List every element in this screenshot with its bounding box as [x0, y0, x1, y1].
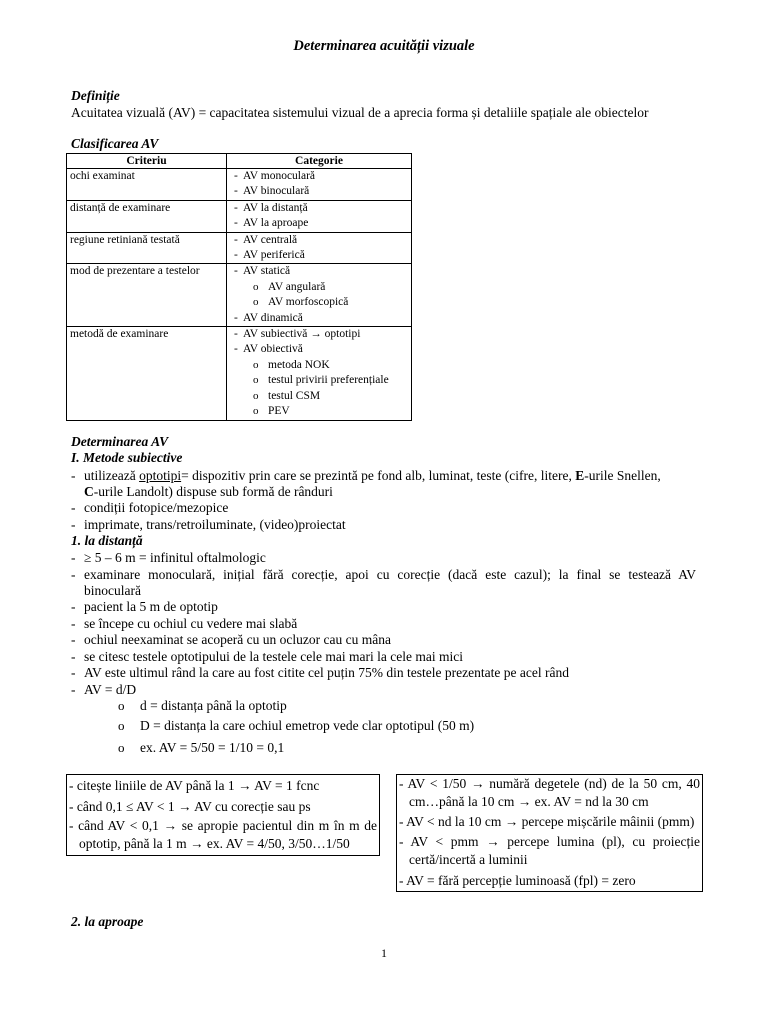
- bullet-dash: -: [71, 468, 76, 483]
- table-row: [67, 327, 412, 420]
- categorie-cell: [227, 232, 412, 264]
- page-title: Determinarea acuității vizuale: [293, 38, 475, 54]
- criteriu-cell: ochi examinat: [67, 169, 227, 201]
- page-number: 1: [381, 946, 387, 960]
- column-header-categorie: Categorie: [227, 154, 412, 169]
- category-item: - AV binoculară: [230, 184, 411, 199]
- list-item: se începe cu ochiul cu vedere mai slabă: [84, 616, 298, 631]
- box-line: - AV = fără percepție luminoasă (fpl) = zero: [399, 873, 636, 888]
- bullet-dash: -: [71, 550, 76, 565]
- category-item: - AV statică: [230, 264, 411, 279]
- box-line: - când AV < 0,1 → se apropie pacientul din m în m de optotip, până la 1 m → ex. AV = 4/50, 3/50…1/50: [69, 818, 377, 851]
- determination-heading: Determinarea AV: [71, 434, 169, 449]
- list-item-continued: binoculară: [84, 583, 141, 598]
- classification-heading: Clasificarea AV: [71, 136, 159, 151]
- classification-table: [66, 153, 412, 421]
- category-item: - AV periferică: [230, 248, 411, 263]
- list-item: ochiul neexaminat se acoperă cu un ocluzor cau cu mâna: [84, 632, 391, 647]
- box-line: - când 0,1 ≤ AV < 1 → AV cu corecție sau ps: [69, 799, 311, 814]
- bullet-dash: -: [71, 682, 76, 697]
- category-item: - AV dinamică: [230, 311, 411, 326]
- subjective-methods-heading: I. Metode subiective: [71, 450, 183, 465]
- table-row: [67, 264, 412, 327]
- box-line: - AV < nd la 10 cm → percepe mișcările mâinii (pmm): [399, 814, 695, 829]
- box-line: - AV < 1/50 → numără degetele (nd) de la 50 cm, 40 cm…până la 10 cm → ex. AV = nd la 30 cm: [399, 776, 700, 809]
- sub-bullet: o: [118, 698, 125, 713]
- bullet-dash: -: [71, 599, 76, 614]
- sub-category-item: o testul CSM: [230, 389, 411, 404]
- list-item: ≥ 5 – 6 m = infinitul oftalmologic: [84, 550, 266, 565]
- box-line: - citește liniile de AV până la 1 → AV = 1 fcnc: [69, 778, 320, 793]
- bullet-dash: -: [71, 632, 76, 647]
- bullet-dash: -: [71, 517, 76, 532]
- table-row: [67, 232, 412, 264]
- category-item: - AV la distanță: [230, 201, 411, 216]
- category-item: - AV centrală: [230, 233, 411, 248]
- sub-category-item: o PEV: [230, 404, 411, 419]
- sub-category-item: o AV morfoscopică: [230, 295, 411, 310]
- column-header-criteriu: Criteriu: [67, 154, 227, 169]
- bullet-dash: -: [71, 567, 76, 582]
- near-heading: 2. la aproape: [71, 914, 144, 929]
- optotipi-term: optotipi: [139, 468, 182, 483]
- category-item: - AV la aproape: [230, 216, 411, 231]
- bullet-dash: -: [71, 649, 76, 664]
- list-item: condiții fotopice/mezopice: [84, 500, 229, 515]
- table-row: [67, 169, 412, 201]
- criteriu-cell: metodă de examinare: [67, 327, 227, 420]
- info-box-right: [396, 774, 703, 892]
- list-item: AV = d/D: [84, 682, 137, 697]
- list-item: se citesc testele optotipului de la testele cele mai mari la cele mai mici: [84, 649, 463, 664]
- list-item: pacient la 5 m de optotip: [84, 599, 218, 614]
- classification-table-body: [67, 169, 412, 421]
- criteriu-cell: regiune retiniană testată: [67, 232, 227, 264]
- list-item-optotipi: utilizează optotipi= dispozitiv prin care se prezintă pe fond alb, luminat, teste (cifre, litere, E-urile Snellen, C-urile Landolt) dispuse sub formă de rânduri: [84, 468, 661, 499]
- criteriu-cell: distanță de examinare: [67, 200, 227, 232]
- category-item: - AV subiectivă → optotipi: [230, 327, 411, 342]
- info-box-left: [66, 774, 380, 856]
- category-item: - AV monoculară: [230, 169, 411, 184]
- box-line: - AV < pmm → percepe lumina (pl), cu proiecție certă/incertă a luminii: [399, 834, 700, 867]
- list-item: AV este ultimul rând la care au fost citite cel puțin 75% din testele prezentate pe acel rând: [84, 665, 569, 680]
- category-item: - AV obiectivă: [230, 342, 411, 357]
- categorie-cell: [227, 327, 412, 420]
- sub-list-item: D = distanța la care ochiul emetrop vede clar optotipul (50 m): [140, 718, 475, 733]
- distance-heading: 1. la distanță: [71, 533, 143, 548]
- table-header-row: [67, 154, 412, 169]
- bullet-dash: -: [71, 500, 76, 515]
- criteriu-cell: mod de prezentare a testelor: [67, 264, 227, 327]
- sub-list-item: ex. AV = 5/50 = 1/10 = 0,1: [140, 740, 285, 755]
- definition-text: Acuitatea vizuală (AV) = capacitatea sistemului vizual de a aprecia forma și detaliile spațiale ale obiectelor: [71, 105, 649, 120]
- categorie-cell: [227, 264, 412, 327]
- sub-category-item: o metoda NOK: [230, 358, 411, 373]
- sub-list-item: d = distanța până la optotip: [140, 698, 287, 713]
- bullet-dash: -: [71, 665, 76, 680]
- categorie-cell: [227, 169, 412, 201]
- sub-bullet: o: [118, 740, 125, 755]
- sub-bullet: o: [118, 718, 125, 733]
- bullet-dash: -: [71, 616, 76, 631]
- sub-category-item: o testul privirii preferențiale: [230, 373, 411, 388]
- sub-category-item: o AV angulară: [230, 280, 411, 295]
- list-item: imprimate, trans/retroiluminate, (video)proiectat: [84, 517, 346, 532]
- list-item: examinare monoculară, inițial fără corecție, apoi cu corecție (dacă este cazul); la final se testează AV: [84, 567, 696, 582]
- table-row: [67, 200, 412, 232]
- categorie-cell: [227, 200, 412, 232]
- definition-heading: Definiție: [71, 88, 120, 103]
